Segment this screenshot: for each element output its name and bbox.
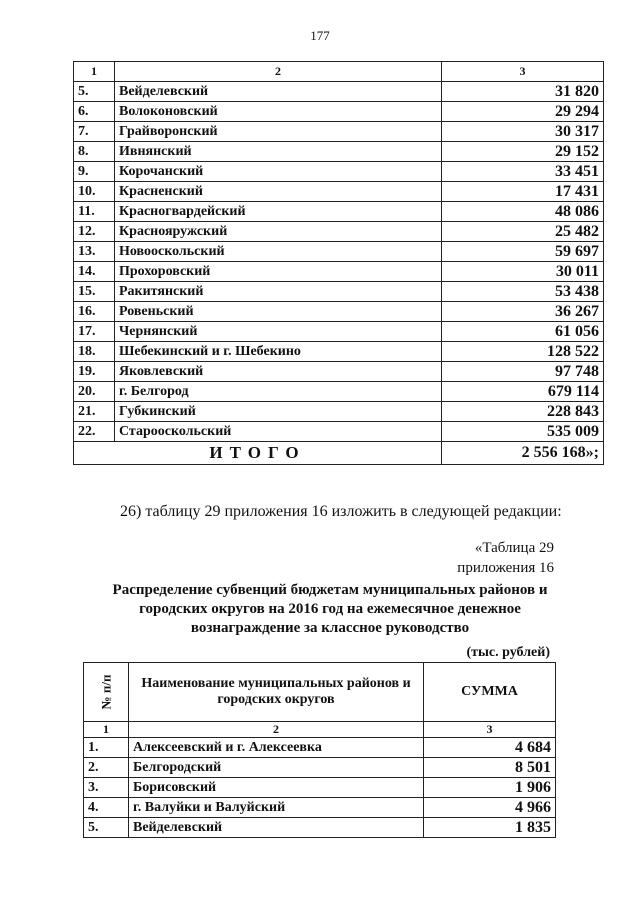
table-title [80, 581, 580, 638]
table-row [74, 402, 604, 422]
total-value: 2 556 168»; [442, 442, 604, 465]
district-name: Краснояружский [115, 222, 442, 242]
row-number: 12. [74, 222, 115, 242]
row-number: 3. [84, 778, 129, 798]
district-name: Новооскольский [115, 242, 442, 262]
total-row [74, 442, 604, 465]
row-number: 14. [74, 262, 115, 282]
header-number: № п/п [98, 674, 113, 709]
district-name: Волоконовский [115, 102, 442, 122]
amount-value: 1 835 [424, 818, 556, 838]
district-name: г. Валуйки и Валуйский [129, 798, 424, 818]
table-reference [457, 538, 554, 578]
table-row [74, 102, 604, 122]
table-row [84, 738, 556, 758]
amount-value: 535 009 [442, 422, 604, 442]
table-row [74, 322, 604, 342]
amendment-instruction: 26) таблицу 29 приложения 16 изложить в следующей редакции: [120, 503, 562, 520]
district-name: Старооскольский [115, 422, 442, 442]
column-index-1: 1 [74, 62, 115, 82]
row-number: 9. [74, 162, 115, 182]
table-reference-line: «Таблица 29 [474, 540, 554, 556]
table-row [84, 758, 556, 778]
table-row [84, 798, 556, 818]
amount-value: 33 451 [442, 162, 604, 182]
row-number: 19. [74, 362, 115, 382]
amount-value: 53 438 [442, 282, 604, 302]
amount-value: 31 820 [442, 82, 604, 102]
row-number: 7. [74, 122, 115, 142]
district-name: Губкинский [115, 402, 442, 422]
table-index-row [84, 722, 556, 738]
amount-value: 61 056 [442, 322, 604, 342]
district-name: Ивнянский [115, 142, 442, 162]
table-header-row [84, 663, 556, 722]
row-number: 16. [74, 302, 115, 322]
district-name: Алексеевский и г. Алексеевка [129, 738, 424, 758]
column-index-2: 2 [129, 722, 424, 738]
table-row [74, 302, 604, 322]
district-name: Прохоровский [115, 262, 442, 282]
table-row [84, 818, 556, 838]
amount-value: 97 748 [442, 362, 604, 382]
district-name: Ровеньский [115, 302, 442, 322]
units-label: (тыс. рублей) [466, 645, 550, 660]
table-row [74, 142, 604, 162]
table-row [74, 242, 604, 262]
district-name: Вейделевский [129, 818, 424, 838]
title-line: Распределение субвенций бюджетам муниципальных районов и [112, 582, 548, 598]
table-reference-line: приложения 16 [457, 560, 554, 576]
amount-value: 59 697 [442, 242, 604, 262]
amount-value: 4 966 [424, 798, 556, 818]
row-number: 21. [74, 402, 115, 422]
district-name: Яковлевский [115, 362, 442, 382]
row-number: 2. [84, 758, 129, 778]
row-number: 8. [74, 142, 115, 162]
row-number: 22. [74, 422, 115, 442]
table-row [84, 778, 556, 798]
amount-value: 1 906 [424, 778, 556, 798]
row-number: 17. [74, 322, 115, 342]
row-number: 1. [84, 738, 129, 758]
table-row [74, 362, 604, 382]
table-row [74, 342, 604, 362]
district-name: Борисовский [129, 778, 424, 798]
table-row [74, 382, 604, 402]
district-name: Грайворонский [115, 122, 442, 142]
column-index-3: 3 [424, 722, 556, 738]
column-index-1: 1 [84, 722, 129, 738]
amount-value: 4 684 [424, 738, 556, 758]
row-number: 13. [74, 242, 115, 262]
district-name: Белгородский [129, 758, 424, 778]
table-row [74, 222, 604, 242]
amount-value: 679 114 [442, 382, 604, 402]
row-number: 18. [74, 342, 115, 362]
title-line: городских округов на 2016 год на ежемесячное денежное [139, 601, 521, 617]
amount-value: 29 152 [442, 142, 604, 162]
amount-value: 30 317 [442, 122, 604, 142]
amount-value: 29 294 [442, 102, 604, 122]
district-name: Вейделевский [115, 82, 442, 102]
page-number: 177 [310, 28, 330, 43]
amount-value: 17 431 [442, 182, 604, 202]
row-number: 5. [74, 82, 115, 102]
total-label: ИТОГО [74, 442, 442, 465]
district-name: Чернянский [115, 322, 442, 342]
table-row [74, 82, 604, 102]
column-index-3: 3 [442, 62, 604, 82]
district-name: Красненский [115, 182, 442, 202]
header-sum: СУММА [424, 663, 556, 722]
table-row [74, 262, 604, 282]
table-row [74, 422, 604, 442]
district-name: Ракитянский [115, 282, 442, 302]
budget-table-continued [73, 61, 604, 465]
amount-value: 228 843 [442, 402, 604, 422]
amount-value: 8 501 [424, 758, 556, 778]
amount-value: 48 086 [442, 202, 604, 222]
row-number: 15. [74, 282, 115, 302]
column-index-2: 2 [115, 62, 442, 82]
table-row [74, 202, 604, 222]
table-row [74, 162, 604, 182]
header-name: Наименование муниципальных районов и городских округов [129, 663, 424, 722]
district-name: Красногвардейский [115, 202, 442, 222]
row-number: 6. [74, 102, 115, 122]
row-number: 5. [84, 818, 129, 838]
amount-value: 36 267 [442, 302, 604, 322]
row-number: 11. [74, 202, 115, 222]
amount-value: 128 522 [442, 342, 604, 362]
table-row [74, 182, 604, 202]
district-name: г. Белгород [115, 382, 442, 402]
amount-value: 25 482 [442, 222, 604, 242]
amount-value: 30 011 [442, 262, 604, 282]
header-number-cell [84, 663, 129, 722]
table-row [74, 122, 604, 142]
subvention-table [83, 662, 556, 838]
district-name: Шебекинский и г. Шебекино [115, 342, 442, 362]
table-header-row [74, 62, 604, 82]
row-number: 20. [74, 382, 115, 402]
row-number: 4. [84, 798, 129, 818]
table-row [74, 282, 604, 302]
title-line: вознаграждение за классное руководство [190, 620, 470, 636]
district-name: Корочанский [115, 162, 442, 182]
row-number: 10. [74, 182, 115, 202]
